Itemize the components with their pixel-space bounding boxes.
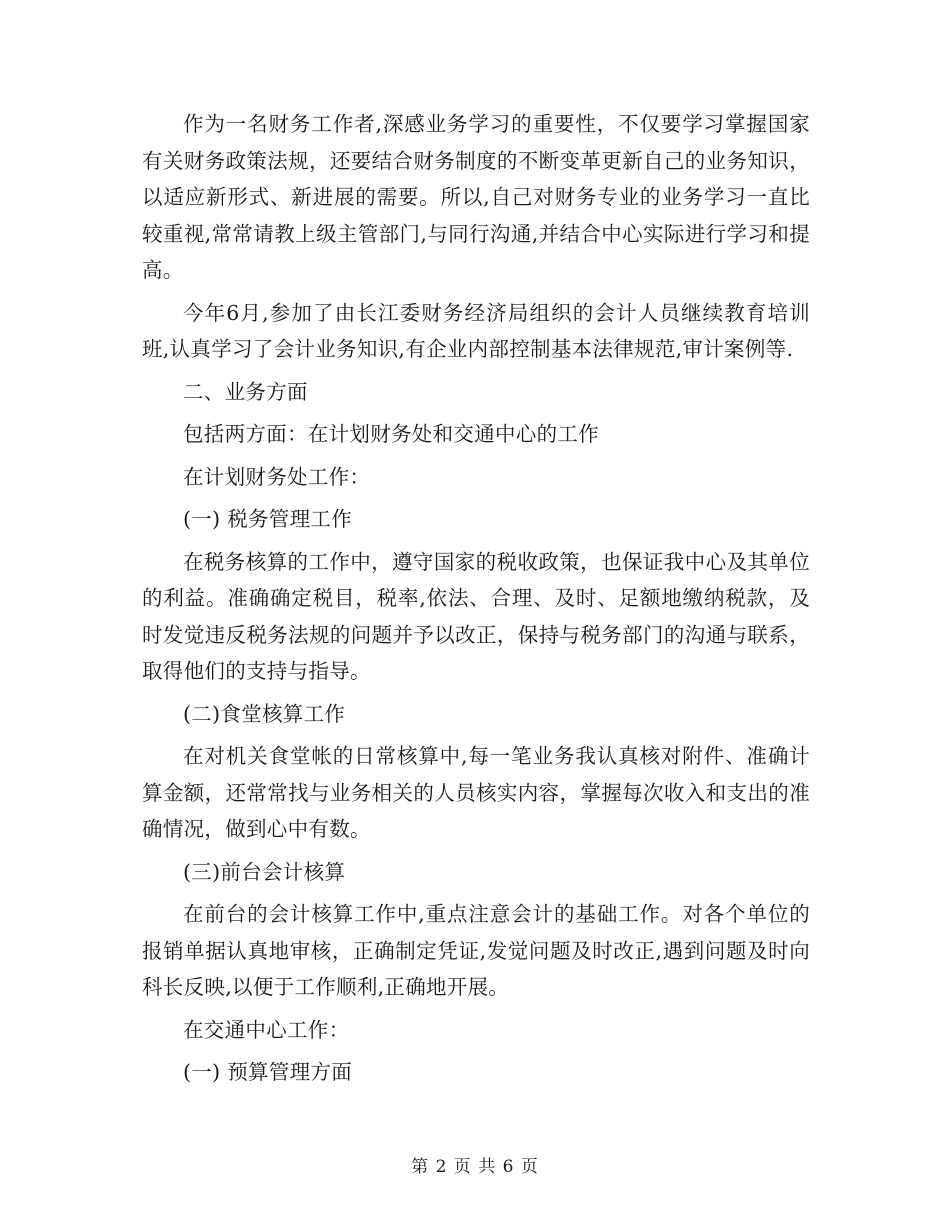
- page-footer: 第 2 页 共 6 页: [411, 1157, 539, 1177]
- item-heading-budget: (一) 预算管理方面: [183, 1060, 353, 1084]
- section-heading-business: 二、业务方面: [183, 379, 308, 404]
- paragraph-tax: 在税务核算的工作中，遵守国家的税收政策，也保证我中心及其单位的利益。准确确定税目，税率,依法、合理、及时、足额地缴纳税款，及时发觉违反税务法规的问题并予以改正，保持与税务部门的沟通与联系，取得他们的支持与指导。: [142, 549, 810, 683]
- item-heading-tax: (一) 税务管理工作: [183, 507, 353, 531]
- document-body: [142, 106, 810, 1091]
- paragraph-training: 今年6月,参加了由长江委财务经济局组织的会计人员继续教育培训班,认真学习了会计业务知识,有企业内部控制基本法律规范,审计案例等.: [142, 300, 810, 361]
- item-heading-front-desk: (三)前台会计核算: [183, 859, 346, 884]
- subheading-planning-finance: 在计划财务处工作：: [183, 464, 371, 489]
- paragraph-front-desk: 在前台的会计核算工作中,重点注意会计的基础工作。对各个单位的报销单据认真地审核，正确制定凭证,发觉问题及时改正,遇到问题及时向科长反映,以便于工作顺利,正确地开展。: [142, 902, 810, 999]
- paragraph-study-importance: 作为一名财务工作者,深感业务学习的重要性，不仅要学习掌握国家有关财务政策法规，还要结合财务制度的不断变革更新自己的业务知识，以适应新形式、新进展的需要。所以,自己对财务专业的业务学习一直比较重视,常常请教上级主管部门,与同行沟通,并结合中心实际进行学习和提高。: [142, 112, 810, 282]
- item-heading-canteen: (二)食堂核算工作: [183, 701, 346, 726]
- paragraph-two-aspects: 包括两方面：在计划财务处和交通中心的工作: [183, 422, 599, 446]
- subheading-traffic-center: 在交通中心工作：: [183, 1017, 350, 1042]
- paragraph-canteen: 在对机关食堂帐的日常核算中,每一笔业务我认真核对附件、准确计算金额，还常常找与业务相关的人员核实内容，掌握每次收入和支出的准确情况，做到心中有数。: [142, 744, 810, 841]
